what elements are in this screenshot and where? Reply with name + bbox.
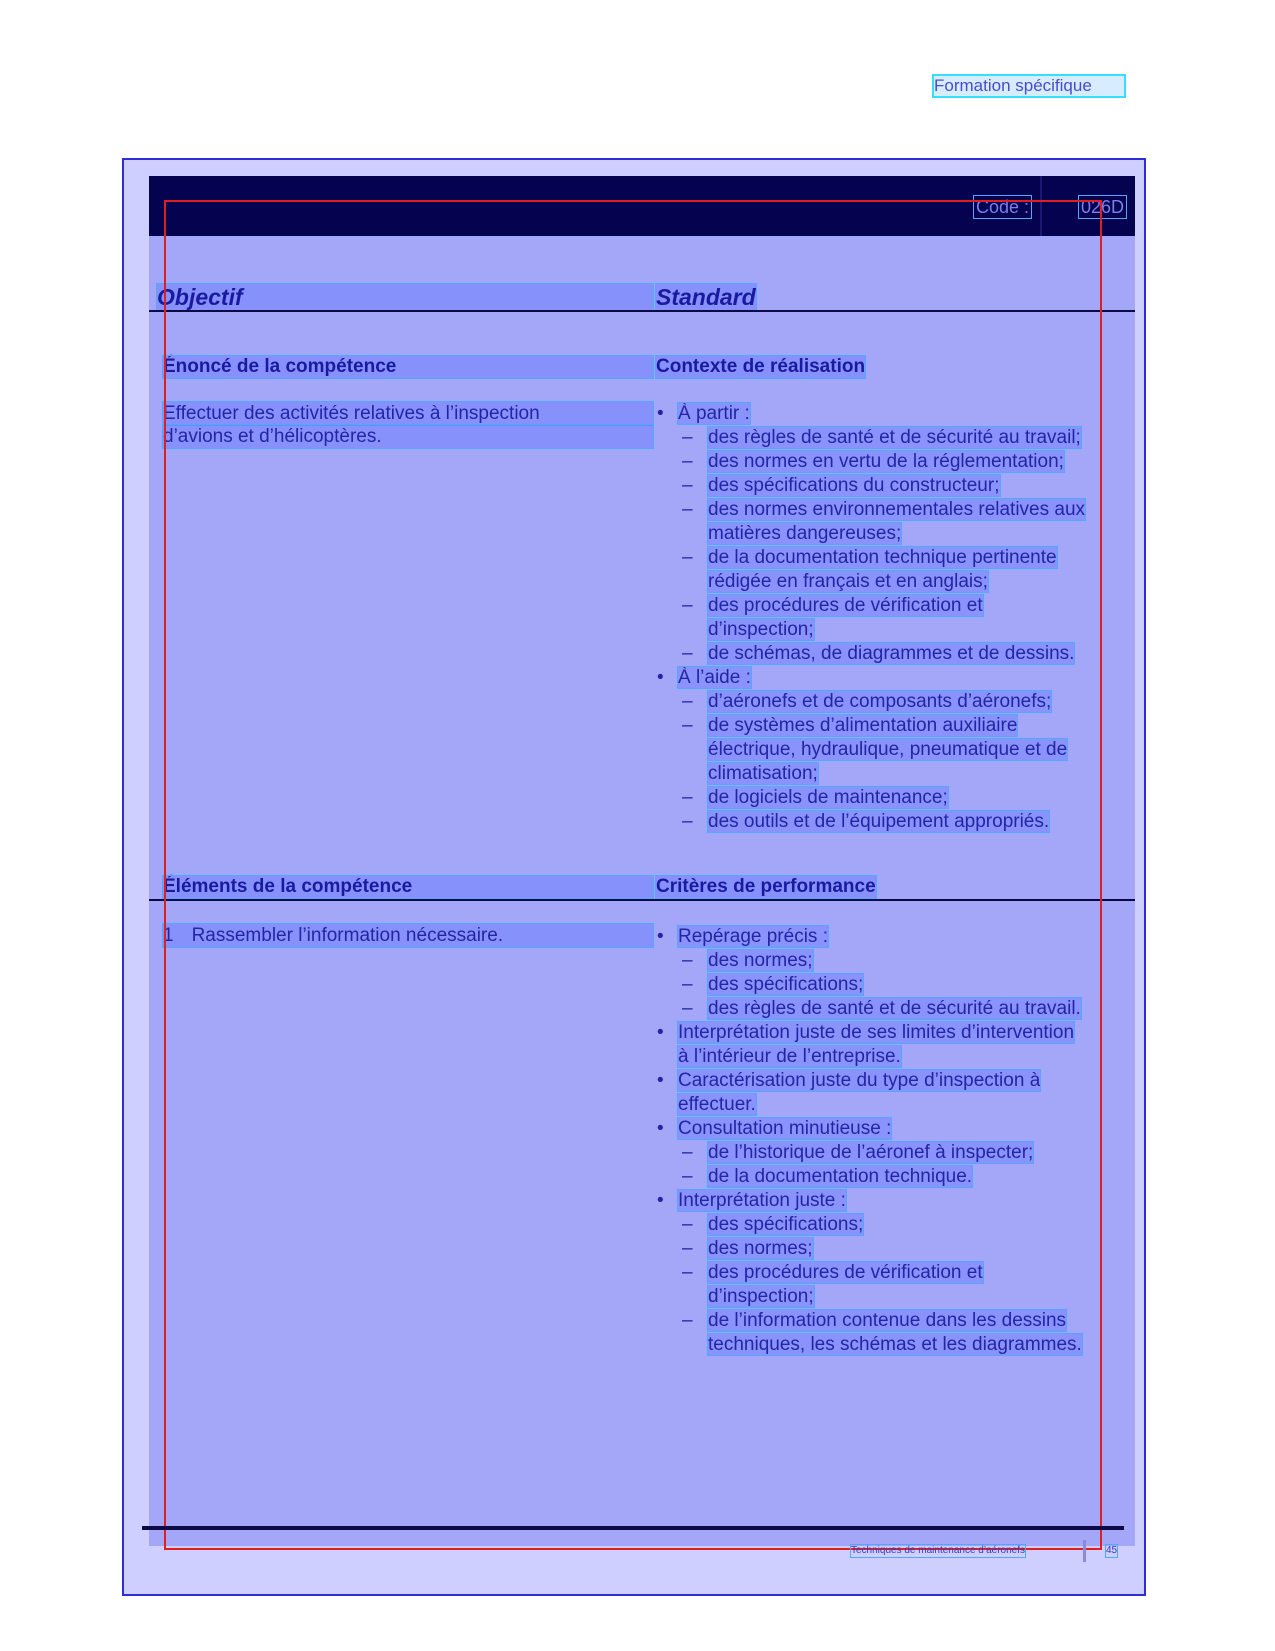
list-item-text: des normes en vertu de la réglementation; <box>708 451 1064 472</box>
list-item-text: de schémas, de diagrammes et de dessins. <box>708 643 1075 664</box>
list-item-text: à l’intérieur de l’entreprise. <box>678 1046 901 1067</box>
elements-heading: Éléments de la compétence <box>163 876 653 898</box>
list-item <box>656 570 1126 594</box>
list-item-text: de systèmes d’alimentation auxiliaire <box>708 715 1018 736</box>
bullet-icon: • <box>657 1190 664 1211</box>
list-item-text: matières dangereuses; <box>708 523 902 544</box>
list-item-text: de l’information contenue dans les dessins <box>708 1310 1067 1331</box>
list-item <box>656 642 1126 666</box>
bullet-icon: • <box>657 1070 664 1091</box>
list-item-text: Interprétation juste de ses limites d’intervention <box>678 1022 1075 1043</box>
list-item-text: des spécifications; <box>708 1214 864 1235</box>
dash-icon: – <box>682 499 693 520</box>
list-item <box>656 666 1126 690</box>
bullet-icon: • <box>657 926 664 947</box>
bullet-icon: • <box>657 667 664 688</box>
running-head: Formation spécifique <box>934 76 1124 96</box>
list-item <box>656 1093 1126 1117</box>
code-value: 026D <box>1081 197 1125 217</box>
list-item-text: Repérage précis : <box>678 926 828 947</box>
bullet-icon: • <box>657 1022 664 1043</box>
dash-icon: – <box>682 1166 693 1187</box>
bullet-icon: • <box>657 1118 664 1139</box>
statement-line-2: d’avions et d’hélicoptères. <box>163 425 653 448</box>
list-item-text: À l’aide : <box>678 667 751 688</box>
list-item-text: de l’historique de l’aéronef à inspecter; <box>708 1142 1034 1163</box>
dash-icon: – <box>682 427 693 448</box>
list-item <box>656 618 1126 642</box>
list-item <box>656 1141 1126 1165</box>
list-item-text: des procédures de vérification et <box>708 1262 983 1283</box>
list-item <box>656 1021 1126 1045</box>
list-item-text: rédigée en français et en anglais; <box>708 571 988 592</box>
statement-line-1: Effectuer des activités relatives à l’inspection <box>163 402 653 425</box>
dash-icon: – <box>682 475 693 496</box>
list-item-text: des normes; <box>708 1238 813 1259</box>
list-item <box>656 690 1126 714</box>
list-item <box>656 1309 1126 1333</box>
element-item <box>163 924 653 947</box>
list-item <box>656 1237 1126 1261</box>
code-bar-divider <box>1040 176 1042 236</box>
list-item <box>656 810 1126 834</box>
list-item <box>656 1333 1126 1357</box>
list-item <box>656 1189 1126 1213</box>
list-item <box>656 594 1126 618</box>
list-item <box>656 522 1126 546</box>
list-item-text: de la documentation technique. <box>708 1166 973 1187</box>
list-item-text: d’inspection; <box>708 619 814 640</box>
statement-heading: Énoncé de la compétence <box>163 356 653 378</box>
list-item-text: des normes; <box>708 950 813 971</box>
criteria-heading: Critères de performance <box>656 876 876 897</box>
list-item-text: d’aéronefs et de composants d’aéronefs; <box>708 691 1052 712</box>
dash-icon: – <box>682 950 693 971</box>
list-item-text: électrique, hydraulique, pneumatique et de <box>708 739 1068 760</box>
element-number: 1 <box>163 925 174 946</box>
dash-icon: – <box>682 1310 693 1331</box>
bullet-icon: • <box>657 403 664 424</box>
standard-heading: Standard <box>656 284 756 310</box>
dash-icon: – <box>682 811 693 832</box>
list-item <box>656 474 1126 498</box>
list-item-text: Consultation minutieuse : <box>678 1118 892 1139</box>
list-item-text: climatisation; <box>708 763 818 784</box>
dash-icon: – <box>682 691 693 712</box>
dash-icon: – <box>682 715 693 736</box>
dash-icon: – <box>682 643 693 664</box>
list-item-text: des spécifications; <box>708 974 864 995</box>
list-item <box>656 786 1126 810</box>
list-item <box>656 997 1126 1021</box>
list-item <box>656 1117 1126 1141</box>
list-item-text: d’inspection; <box>708 1286 814 1307</box>
list-item <box>656 1261 1126 1285</box>
dash-icon: – <box>682 974 693 995</box>
context-list <box>656 402 1126 834</box>
dash-icon: – <box>682 1262 693 1283</box>
list-item-text: À partir : <box>678 403 750 424</box>
list-item-text: techniques, les schémas et les diagrammes. <box>708 1334 1082 1355</box>
dash-icon: – <box>682 1142 693 1163</box>
list-item-text: Caractérisation juste du type d’inspection à <box>678 1070 1041 1091</box>
footer-separator <box>1083 1540 1086 1562</box>
criteria-list <box>656 925 1126 1357</box>
list-item <box>656 1285 1126 1309</box>
list-item <box>656 450 1126 474</box>
list-item-text: de la documentation technique pertinente <box>708 547 1057 568</box>
dash-icon: – <box>682 1238 693 1259</box>
list-item-text: Interprétation juste : <box>678 1190 846 1211</box>
footer-text: Techniques de maintenance d’aéronefs <box>851 1545 1026 1556</box>
objectif-heading: Objectif <box>157 284 653 310</box>
list-item <box>656 546 1126 570</box>
list-item <box>656 498 1126 522</box>
list-item <box>656 973 1126 997</box>
dash-icon: – <box>682 547 693 568</box>
heading-rule <box>149 310 1135 312</box>
list-item <box>656 1213 1126 1237</box>
list-item <box>656 426 1126 450</box>
list-item-text: des règles de santé et de sécurité au travail. <box>708 998 1081 1019</box>
context-heading: Contexte de réalisation <box>656 356 866 377</box>
list-item-text: des normes environnementales relatives aux <box>708 499 1086 520</box>
page-number: 45 <box>1106 1545 1118 1556</box>
list-item <box>656 1165 1126 1189</box>
list-item <box>656 714 1126 738</box>
section-rule <box>149 899 1135 901</box>
dash-icon: – <box>682 998 693 1019</box>
dash-icon: – <box>682 595 693 616</box>
list-item <box>656 1069 1126 1093</box>
list-item <box>656 762 1126 786</box>
dash-icon: – <box>682 451 693 472</box>
code-label: Code : <box>976 197 1030 217</box>
list-item-text: des spécifications du constructeur; <box>708 475 1000 496</box>
list-item-text: de logiciels de maintenance; <box>708 787 948 808</box>
list-item <box>656 949 1126 973</box>
footer-rule <box>142 1526 1124 1530</box>
list-item-text: des procédures de vérification et <box>708 595 983 616</box>
list-item <box>656 925 1126 949</box>
list-item <box>656 1045 1126 1069</box>
dash-icon: – <box>682 787 693 808</box>
list-item-text: effectuer. <box>678 1094 756 1115</box>
element-text: Rassembler l’information nécessaire. <box>191 925 504 946</box>
list-item <box>656 738 1126 762</box>
list-item-text: des règles de santé et de sécurité au travail; <box>708 427 1081 448</box>
list-item-text: des outils et de l’équipement appropriés. <box>708 811 1050 832</box>
dash-icon: – <box>682 1214 693 1235</box>
list-item <box>656 402 1126 426</box>
